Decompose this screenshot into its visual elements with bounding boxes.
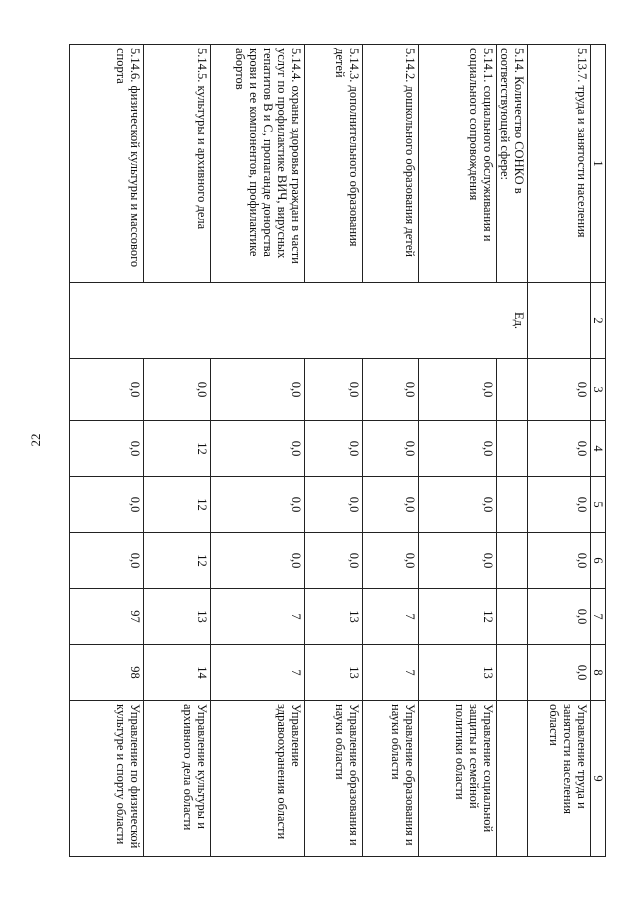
value-cell: 12 — [144, 421, 211, 477]
value-cell — [497, 589, 528, 645]
value-cell: 13 — [419, 645, 497, 701]
value-cell: 13 — [144, 589, 211, 645]
value-cell: 12 — [144, 477, 211, 533]
table-row — [419, 45, 497, 857]
unit-label: Ед. — [512, 311, 526, 330]
value-cell: 0,0 — [211, 533, 305, 589]
value-cell: 0,0 — [419, 533, 497, 589]
value-cell: 0,0 — [528, 359, 591, 421]
value-cell: 7 — [363, 645, 419, 701]
table-row — [70, 45, 144, 857]
value-cell: 13 — [305, 589, 363, 645]
executor-cell — [497, 701, 528, 857]
value-cell: 0,0 — [528, 645, 591, 701]
executor-cell: Управление здравоохранения области — [211, 701, 305, 857]
value-cell: 0,0 — [419, 477, 497, 533]
value-cell: 0,0 — [419, 359, 497, 421]
value-cell: 0,0 — [528, 589, 591, 645]
executor-cell: Управление культуры и архивного дела области — [144, 701, 211, 857]
value-cell: 0,0 — [144, 359, 211, 421]
table-row — [528, 45, 591, 857]
value-cell: 97 — [70, 589, 144, 645]
table-row — [363, 45, 419, 857]
row-unit — [70, 283, 528, 359]
header-cell: 8 — [591, 645, 606, 701]
header-cell: 5 — [591, 477, 606, 533]
value-cell: 7 — [363, 589, 419, 645]
header-cell: 1 — [591, 45, 606, 283]
value-cell — [497, 359, 528, 421]
executor-cell: Управление социальной защиты и семейной политики области — [419, 701, 497, 857]
row-unit — [528, 283, 591, 359]
value-cell: 0,0 — [363, 421, 419, 477]
value-cell: 7 — [211, 589, 305, 645]
header-cell: 3 — [591, 359, 606, 421]
row-name: 5.14.4. охраны здоровья граждан в части услуг по профилактике ВИЧ, вирусных гепатитов B и C, пропаганде донорства крови и ее компонентов, профилактике абортов — [211, 45, 305, 283]
value-cell — [497, 421, 528, 477]
value-cell — [497, 477, 528, 533]
table-row — [497, 45, 528, 857]
value-cell: 0,0 — [305, 359, 363, 421]
value-cell — [497, 533, 528, 589]
value-cell: 14 — [144, 645, 211, 701]
value-cell: 7 — [211, 645, 305, 701]
executor-cell: Управление по физической культуре и спорту области — [70, 701, 144, 857]
executor-cell: Управление образования и науки области — [305, 701, 363, 857]
header-cell: 6 — [591, 533, 606, 589]
value-cell — [497, 645, 528, 701]
value-cell: 0,0 — [528, 477, 591, 533]
row-name: 5.14.5. культуры и архивного дела — [144, 45, 211, 283]
row-name: 5.14.3. дополнительного образования детей — [305, 45, 363, 283]
value-cell: 0,0 — [211, 359, 305, 421]
value-cell: 12 — [419, 589, 497, 645]
value-cell: 0,0 — [528, 533, 591, 589]
page-number: 22 — [28, 433, 43, 447]
value-cell: 0,0 — [305, 421, 363, 477]
value-cell: 0,0 — [211, 421, 305, 477]
value-cell: 12 — [144, 533, 211, 589]
value-cell: 0,0 — [70, 533, 144, 589]
value-cell: 0,0 — [528, 421, 591, 477]
rotated-table-container — [69, 44, 606, 857]
value-cell: 0,0 — [70, 359, 144, 421]
value-cell: 0,0 — [70, 421, 144, 477]
header-cell: 2 — [591, 283, 606, 359]
row-name: 5.13.7. труда и занятости населения — [528, 45, 591, 283]
header-row — [591, 45, 606, 857]
row-name: 5.14. Количество СОНКО в соответствующей сфере: — [497, 45, 528, 283]
value-cell: 0,0 — [70, 477, 144, 533]
table-row — [305, 45, 363, 857]
value-cell: 0,0 — [363, 359, 419, 421]
row-name: 5.14.2. дошкольного образования детей — [363, 45, 419, 283]
row-name: 5.14.1. социального обслуживания и социального сопровождения — [419, 45, 497, 283]
header-cell: 4 — [591, 421, 606, 477]
value-cell: 0,0 — [305, 533, 363, 589]
executor-cell: Управление образования и науки области — [363, 701, 419, 857]
value-cell: 98 — [70, 645, 144, 701]
value-cell: 0,0 — [211, 477, 305, 533]
header-cell: 7 — [591, 589, 606, 645]
table-row — [211, 45, 305, 857]
value-cell: 0,0 — [419, 421, 497, 477]
value-cell: 0,0 — [305, 477, 363, 533]
executor-cell: Управление труда и занятости населения области — [528, 701, 591, 857]
header-cell: 9 — [591, 701, 606, 857]
value-cell: 13 — [305, 645, 363, 701]
table-row — [144, 45, 211, 857]
value-cell: 0,0 — [363, 533, 419, 589]
indicators-table — [69, 44, 606, 857]
value-cell: 0,0 — [363, 477, 419, 533]
row-name: 5.14.6. физической культуры и массового спорта — [70, 45, 144, 283]
